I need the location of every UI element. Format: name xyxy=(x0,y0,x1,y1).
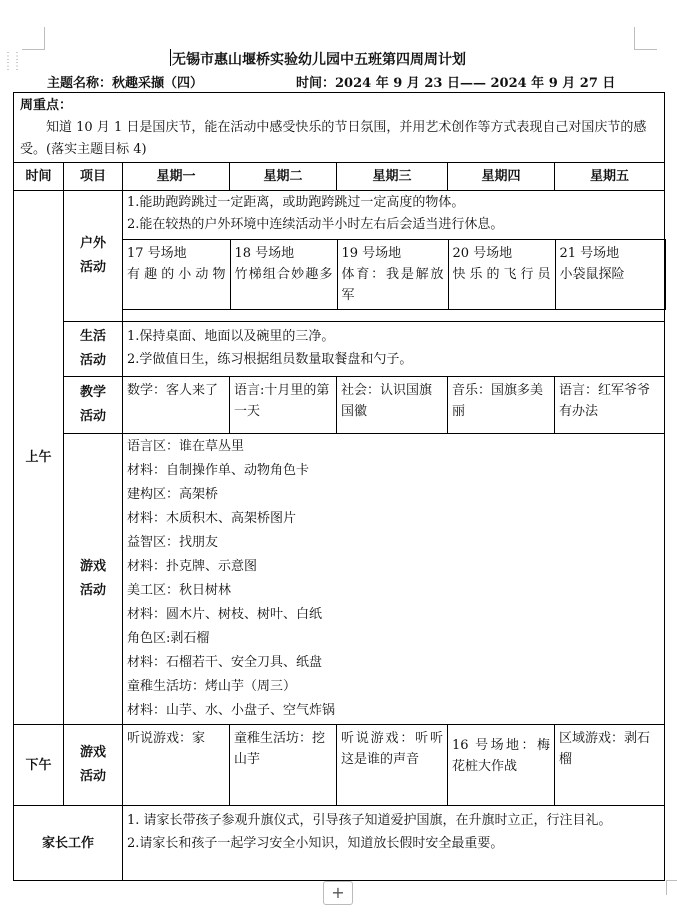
document-title: 无锡市惠山堰桥实验幼儿园中五班第四周周计划 xyxy=(172,52,466,68)
game-line: 材料：山芋、水、小盘子、空气炸锅 xyxy=(127,703,336,718)
theme-name: 主题名称：秋趣采撷（四） xyxy=(47,76,204,91)
category-afternoon-game xyxy=(64,725,123,806)
category-outdoor-label: 户外活动 xyxy=(80,236,107,275)
activity-label: 小袋鼠探险 xyxy=(559,267,625,282)
drag-handle-icon[interactable]: ⋮⋮ ⋮⋮ xyxy=(3,51,21,72)
afternoon-thursday: 16 号场地：梅花桩大作战 xyxy=(448,725,555,806)
period-afternoon: 下午 xyxy=(14,725,64,806)
outdoor-thursday xyxy=(448,240,555,310)
outdoor-tuesday xyxy=(230,240,337,310)
teaching-thursday: 音乐：国旗多美丽 xyxy=(448,377,555,434)
category-teaching-label: 教学活动 xyxy=(80,385,107,424)
category-life xyxy=(64,322,123,377)
focus-text: 知道 10 月 1 日是国庆节，能在活动中感受快乐的节日氛围，并用艺术创作等方式表现自己对国庆节的感受。(落实主题目标 4) xyxy=(20,120,647,157)
game-line: 材料：自制操作单、动物角色卡 xyxy=(127,463,310,478)
game-line: 美工区：秋日树林 xyxy=(127,583,232,598)
parents-label: 家长工作 xyxy=(14,806,123,881)
text-cursor xyxy=(170,49,171,66)
teaching-row xyxy=(14,377,665,434)
life-row xyxy=(14,322,665,377)
header-friday: 星期五 xyxy=(555,163,665,191)
activity-label: 快乐的飞行员 xyxy=(452,267,551,282)
afternoon-tuesday: 童稚生活坊：挖山芋 xyxy=(230,725,337,806)
page-corner-mark xyxy=(666,880,677,895)
page-corner-mark xyxy=(634,27,657,50)
outdoor-row xyxy=(14,191,665,322)
site-label: 17 号场地 xyxy=(127,246,187,261)
afternoon-wednesday: 听说游戏：听听这是谁的声音 xyxy=(337,725,448,806)
game-line: 材料：木质积木、高架桥图片 xyxy=(127,511,297,526)
category-life-label: 生活活动 xyxy=(80,329,107,368)
date-range: 时间：2024 年 9 月 23 日—— 2024 年 9 月 27 日 xyxy=(296,76,616,91)
category-afternoon-game-label: 游戏活动 xyxy=(80,745,107,784)
activity-label: 体育：我是解放军 xyxy=(341,267,444,303)
header-tuesday: 星期二 xyxy=(230,163,337,191)
header-time: 时间 xyxy=(14,163,64,191)
plus-icon[interactable]: + xyxy=(323,881,353,905)
game-row xyxy=(14,434,665,725)
category-game-label: 游戏活动 xyxy=(80,559,107,598)
parents-row xyxy=(14,806,665,881)
site-label: 19 号场地 xyxy=(341,246,402,261)
outdoor-monday xyxy=(123,240,230,310)
activity-label: 有趣的小动物 xyxy=(127,267,226,282)
outdoor-wednesday xyxy=(337,240,448,310)
header-item: 项目 xyxy=(64,163,123,191)
life-item: 1.保持桌面、地面以及碗里的三净。 xyxy=(127,329,335,344)
page-corner-mark xyxy=(22,27,45,50)
life-cell xyxy=(123,322,665,377)
game-line: 语言区：谁在草丛里 xyxy=(127,439,245,454)
teaching-tuesday: 语言:十月里的第一天 xyxy=(230,377,337,434)
site-label: 21 号场地 xyxy=(559,246,620,261)
parents-cell xyxy=(123,806,665,881)
teaching-monday: 数学：客人来了 xyxy=(123,377,230,434)
game-line: 角色区:剥石榴 xyxy=(127,631,210,646)
game-line: 益智区：找朋友 xyxy=(127,535,219,550)
game-line: 建构区：高架桥 xyxy=(127,487,219,502)
game-line: 材料：圆木片、树枝、树叶、白纸 xyxy=(127,607,323,622)
table-header-row xyxy=(14,163,665,191)
teaching-friday: 语言：红军爷爷有办法 xyxy=(555,377,665,434)
teaching-wednesday: 社会：认识国旗国徽 xyxy=(337,377,448,434)
outdoor-goal: 2.能在较热的户外环境中连续活动半小时左右后会适当进行休息。 xyxy=(127,217,504,232)
category-game xyxy=(64,434,123,725)
outdoor-cell xyxy=(123,191,665,322)
weekly-focus-row xyxy=(14,93,665,163)
parents-item: 1. 请家长带孩子参观升旗仪式，引导孩子知道爱护国旗，在升旗时立正，行注目礼。 xyxy=(127,813,612,828)
outdoor-days xyxy=(123,239,666,310)
parents-item: 2.请家长和孩子一起学习安全小知识，知道放长假时安全最重要。 xyxy=(127,836,504,851)
site-label: 20 号场地 xyxy=(452,246,513,261)
afternoon-monday: 听说游戏：家 xyxy=(123,725,230,806)
weekly-plan-table xyxy=(13,92,665,881)
focus-label: 周重点： xyxy=(20,98,73,113)
outdoor-goal: 1.能助跑跨跳过一定距离，或助跑跨跳过一定高度的物体。 xyxy=(127,195,465,210)
activity-label: 竹梯组合妙趣多 xyxy=(234,267,333,282)
header-wednesday: 星期三 xyxy=(337,163,448,191)
header-monday: 星期一 xyxy=(123,163,230,191)
game-line: 童稚生活坊：烤山芋（周三） xyxy=(127,679,297,694)
category-outdoor xyxy=(64,191,123,322)
outdoor-friday xyxy=(555,240,665,310)
game-cell xyxy=(123,434,665,725)
period-morning: 上午 xyxy=(14,191,64,725)
header-thursday: 星期四 xyxy=(448,163,555,191)
game-line: 材料：石榴若干、安全刀具、纸盘 xyxy=(127,655,323,670)
afternoon-row xyxy=(14,725,665,806)
life-item: 2.学做值日生，练习根据组员数量取餐盘和勺子。 xyxy=(127,352,413,367)
game-line: 材料：扑克牌、示意图 xyxy=(127,559,258,574)
category-teaching xyxy=(64,377,123,434)
site-label: 18 号场地 xyxy=(234,246,295,261)
afternoon-friday: 区域游戏：剥石榴 xyxy=(555,725,665,806)
